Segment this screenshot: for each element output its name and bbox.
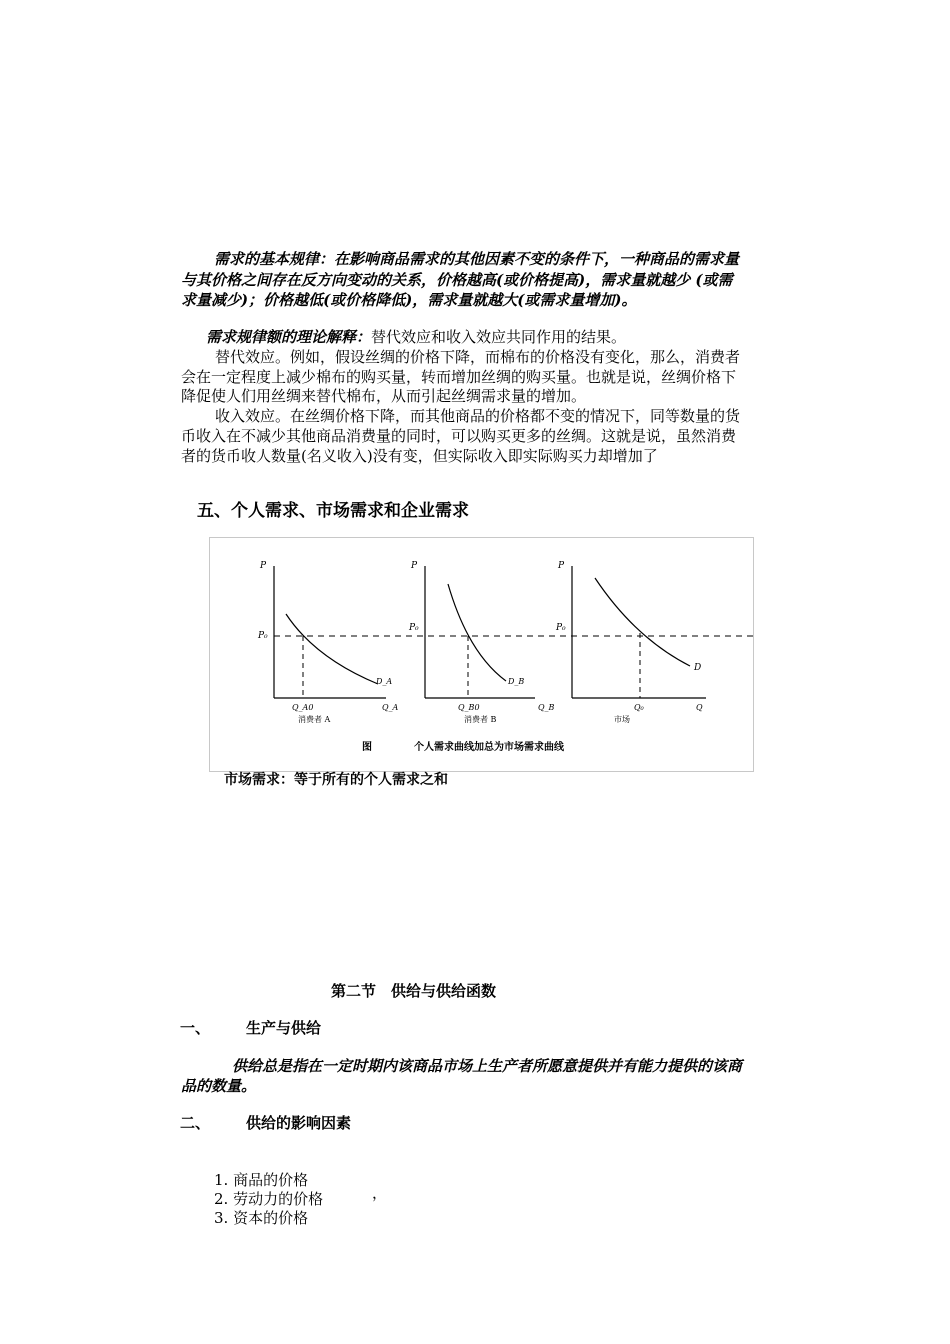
demand-law-text: 在影响商品需求的其他因素不变的条件下，一种商品的需求量: [334, 250, 740, 268]
panel-market: [555, 561, 706, 724]
subsection-1-title: 生产与供给: [246, 1019, 322, 1037]
section-2-title: 第二节 供给与供给函数: [331, 982, 497, 1000]
panel-a-q-label: Q_A: [382, 703, 399, 712]
demand-curves-figure: [209, 537, 754, 772]
panel-c-demand-curve: [595, 578, 690, 666]
theory-label: 需求规律额的理论解释：: [206, 328, 372, 346]
market-demand-line: 市场需求：等于所有的个人需求之和: [224, 772, 448, 788]
panel-a-name: 消费者 A: [298, 715, 331, 724]
theory-line: [206, 327, 626, 347]
panel-b-q-label: Q_B: [538, 703, 555, 712]
demand-law-line-1: [214, 249, 739, 269]
demand-curves-svg: [210, 538, 755, 773]
panel-consumer-a: [257, 561, 755, 724]
panel-c-p0-label: P₀: [556, 623, 566, 633]
demand-law-heading: 需求的基本规律：: [214, 250, 335, 268]
panel-c-p-label: P: [558, 561, 565, 571]
figure-caption-label: 图: [362, 742, 372, 753]
panel-c-q-label: Q: [696, 703, 703, 712]
panel-b-p-label: P: [411, 561, 418, 571]
theory-text: 替代效应和收入效应共同作用的结果。: [371, 328, 627, 346]
panel-b-q0-label: Q_B0: [458, 703, 480, 712]
income-line-3: 者的货币收人数量(名义收入)没有变，但实际收入即实际购买力却增加了: [181, 447, 658, 465]
panel-a-q0-label: Q_A0: [292, 703, 314, 712]
income-line-1: 收入效应。在丝绸价格下降，而其他商品的价格都不变的情况下，同等数量的货: [215, 407, 741, 425]
supply-definition-line-2: 品的数量。: [181, 1077, 257, 1095]
panel-c-curve-label: D: [694, 663, 702, 673]
income-line-2: 币收入在不减少其他商品消费量的同时，可以购买更多的丝绸。这就是说，虽然消费: [181, 427, 737, 445]
panel-b-name: 消费者 B: [464, 715, 497, 724]
panel-b-curve-label: D_B: [508, 677, 525, 686]
factor-list-item: 3. 资本的价格: [214, 1209, 309, 1227]
stray-comma: ，: [372, 1184, 388, 1202]
section-5-title: 五、个人需求、市场需求和企业需求: [197, 501, 469, 521]
substitution-line-2: 会在一定程度上减少棉布的购买量，转而增加丝绸的购买量。也就是说，丝绸价格下: [181, 368, 737, 386]
panel-a-p-label: P: [260, 561, 267, 571]
subsection-1-number: 一、: [180, 1019, 211, 1037]
panel-b-p0-label: P₀: [409, 623, 419, 633]
demand-law-line-3: 求量减少)；价格越低(或价格降低)，需求量就越大(或需求量增加)。: [181, 291, 637, 309]
panel-a-demand-curve: [286, 614, 378, 684]
panel-b-demand-curve: [448, 584, 506, 681]
panel-consumer-b: [408, 561, 555, 724]
substitution-line-3: 降促使人们用丝绸来替代棉布，从而引起丝绸需求量的增加。: [181, 387, 587, 405]
subsection-2-number: 二、: [180, 1114, 211, 1132]
panel-c-q0-label: Q₀: [634, 703, 644, 712]
supply-definition-line-1: 供给总是指在一定时期内该商品市场上生产者所愿意提供并有能力提供的该商: [232, 1057, 743, 1075]
demand-law-line-2: 与其价格之间存在反方向变动的关系，价格越高(或价格提高)，需求量就越少 (或需: [181, 271, 733, 289]
subsection-2-title: 供给的影响因素: [246, 1114, 352, 1132]
factor-list-item: 1. 商品的价格: [214, 1171, 309, 1189]
panel-c-name: 市场: [614, 715, 630, 724]
factor-list-item: 2. 劳动力的价格: [214, 1190, 324, 1208]
panel-a-p0-label: P₀: [258, 631, 268, 641]
substitution-line-1: 替代效应。例如，假设丝绸的价格下降，而棉布的价格没有变化，那么，消费者: [215, 348, 741, 366]
figure-caption: 个人需求曲线加总为市场需求曲线: [414, 742, 564, 753]
panel-a-curve-label: D_A: [376, 677, 393, 686]
